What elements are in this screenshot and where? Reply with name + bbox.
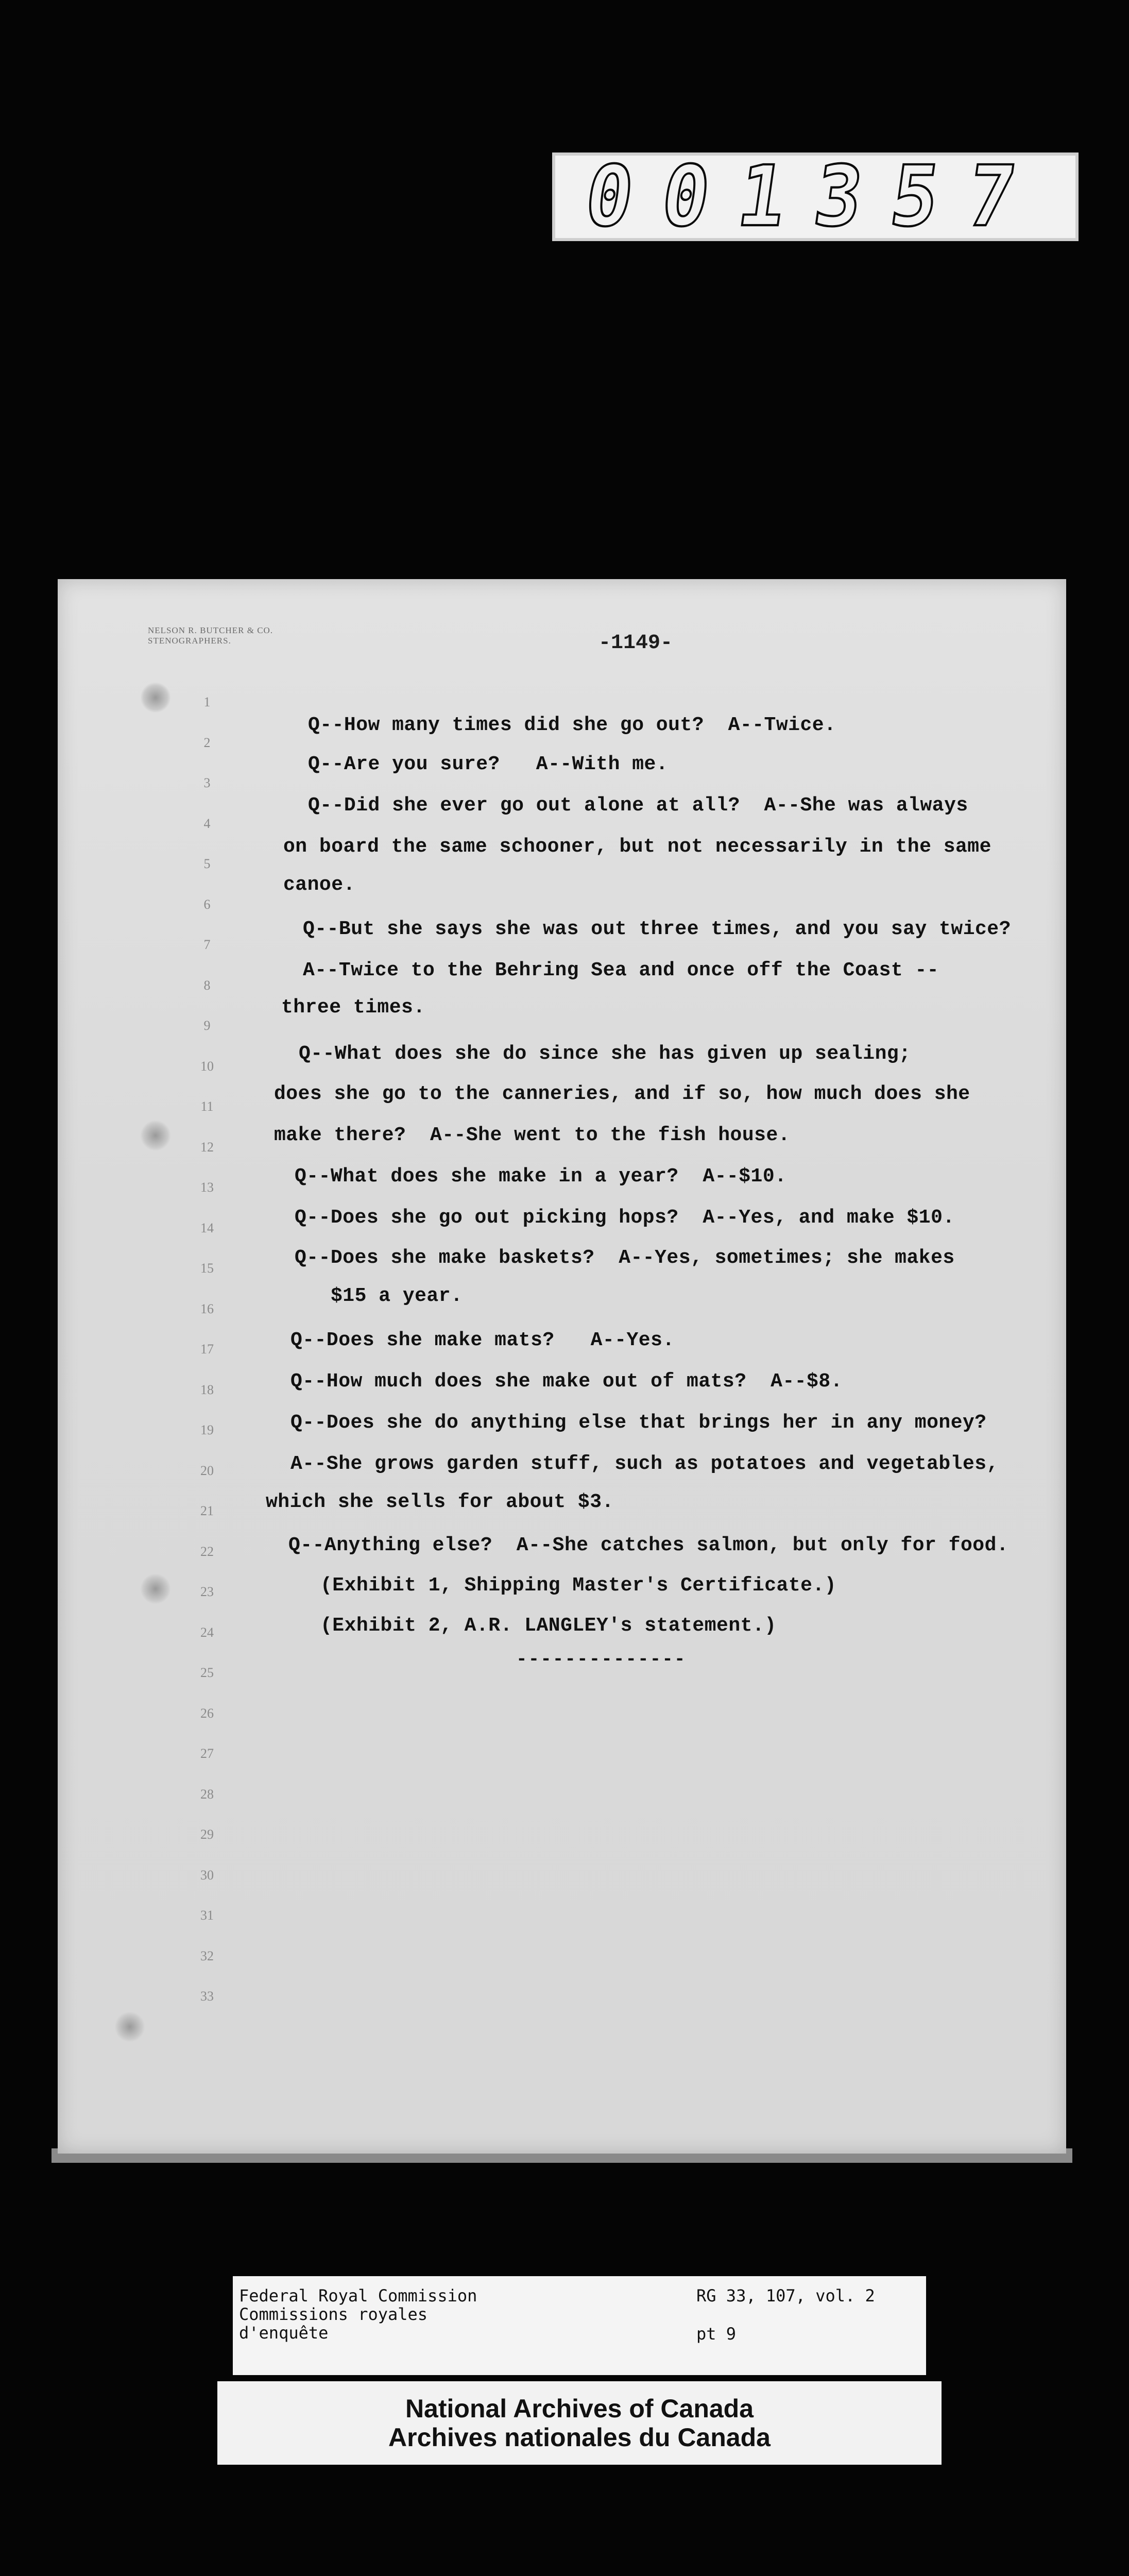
line-number: 2 [203, 735, 211, 750]
transcript-line: which she sells for about $3. [266, 1491, 614, 1513]
archive-credit [217, 2381, 942, 2465]
line-number: 12 [200, 1139, 214, 1155]
document-page [58, 579, 1066, 2154]
letterhead-role: STENOGRAPHERS. [148, 636, 231, 646]
line-number: 24 [200, 1624, 214, 1640]
transcript-line: $15 a year. [331, 1285, 463, 1307]
citation-line: Federal Royal Commission [239, 2286, 477, 2306]
line-number: 16 [200, 1301, 214, 1316]
transcript-line: Q--What does she make in a year? A--$10. [295, 1165, 787, 1188]
line-number: 21 [200, 1503, 214, 1518]
transcript-line: Q--Does she go out picking hops? A--Yes, and make $10. [295, 1207, 955, 1229]
line-number: 17 [200, 1342, 214, 1357]
letterhead [148, 625, 273, 646]
line-number: 18 [200, 1382, 214, 1397]
transcript-line: Q--How much does she make out of mats? A--$8. [290, 1370, 843, 1393]
line-number: 7 [203, 937, 211, 952]
transcript-line: Q--What does she do since she has given up sealing; [299, 1043, 911, 1065]
punch-hole-top [140, 682, 171, 713]
archive-name-en: National Archives of Canada [405, 2394, 754, 2423]
line-number: 11 [200, 1099, 214, 1114]
transcript-line: A--Twice to the Behring Sea and once off the Coast -- [303, 959, 939, 981]
line-number: 29 [200, 1827, 214, 1842]
line-number: 8 [203, 977, 211, 993]
exhibit-line: (Exhibit 1, Shipping Master's Certificate.) [320, 1574, 837, 1597]
line-number: 25 [200, 1665, 214, 1680]
transcript-line: three times. [281, 996, 425, 1019]
transcript-line: Q--Anything else? A--She catches salmon, but only for food. [288, 1534, 1009, 1556]
line-number: 13 [200, 1180, 214, 1195]
line-number: 33 [200, 1989, 214, 2004]
page-number: -1149- [598, 632, 673, 655]
exhibit-line: (Exhibit 2, A.R. LANGLEY's statement.) [320, 1615, 777, 1637]
transcript-line: Q--But she says she was out three times, and you say twice? [303, 918, 1011, 940]
line-number: 32 [200, 1948, 214, 1963]
line-number: 3 [203, 775, 211, 790]
line-number: 23 [200, 1584, 214, 1599]
transcript-line: Q--Does she make mats? A--Yes. [290, 1329, 675, 1351]
punch-hole-middle-2 [140, 1573, 171, 1604]
line-number: 22 [200, 1544, 214, 1559]
transcript-line: make there? A--She went to the fish house. [274, 1124, 791, 1146]
frame-number: 001357 [579, 148, 1052, 245]
transcript-line: Q--Does she do anything else that brings her in any money? [290, 1412, 987, 1434]
line-number: 30 [200, 1867, 214, 1883]
line-number: 28 [200, 1786, 214, 1802]
punch-hole-middle-1 [140, 1120, 171, 1151]
line-number: 9 [203, 1018, 211, 1033]
line-number: 6 [203, 896, 211, 912]
line-number: 26 [200, 1705, 214, 1721]
line-number: 14 [200, 1220, 214, 1235]
line-number: 15 [200, 1261, 214, 1276]
transcript-line: A--She grows garden stuff, such as potatoes and vegetables, [290, 1453, 999, 1475]
line-number: 4 [203, 816, 211, 831]
citation-reference: RG 33, 107, vol. 2 [696, 2286, 875, 2306]
line-number: 19 [200, 1422, 214, 1437]
letterhead-firm: NELSON R. BUTCHER & CO. [148, 625, 273, 635]
archive-name-fr: Archives nationales du Canada [388, 2423, 771, 2452]
line-number: 1 [203, 694, 211, 709]
transcript-line: canoe. [283, 874, 355, 896]
citation-part: pt 9 [696, 2324, 737, 2344]
line-number: 5 [203, 856, 211, 871]
line-number-column [197, 682, 217, 2017]
frame-number-label [552, 148, 1079, 245]
transcript-line: Q--How many times did she go out? A--Twice. [308, 714, 836, 736]
line-number: 27 [200, 1746, 214, 1761]
line-number: 20 [200, 1463, 214, 1478]
citation-line: Commissions royales [239, 2304, 428, 2324]
transcript-line: does she go to the canneries, and if so, how much does she [274, 1083, 970, 1105]
citation-card [233, 2276, 926, 2375]
punch-hole-bottom [114, 2011, 145, 2042]
citation-collection [239, 2286, 477, 2342]
end-separator: -------------- [516, 1649, 687, 1670]
transcript-line: Q--Are you sure? A--With me. [308, 753, 669, 775]
citation-line: d'enquête [239, 2323, 329, 2343]
line-number: 10 [200, 1058, 214, 1074]
transcript-line: on board the same schooner, but not necessarily in the same [283, 836, 991, 858]
transcript-line: Q--Did she ever go out alone at all? A--She was always [308, 794, 968, 817]
transcript-line: Q--Does she make baskets? A--Yes, sometimes; she makes [295, 1247, 955, 1269]
line-number: 31 [200, 1908, 214, 1923]
